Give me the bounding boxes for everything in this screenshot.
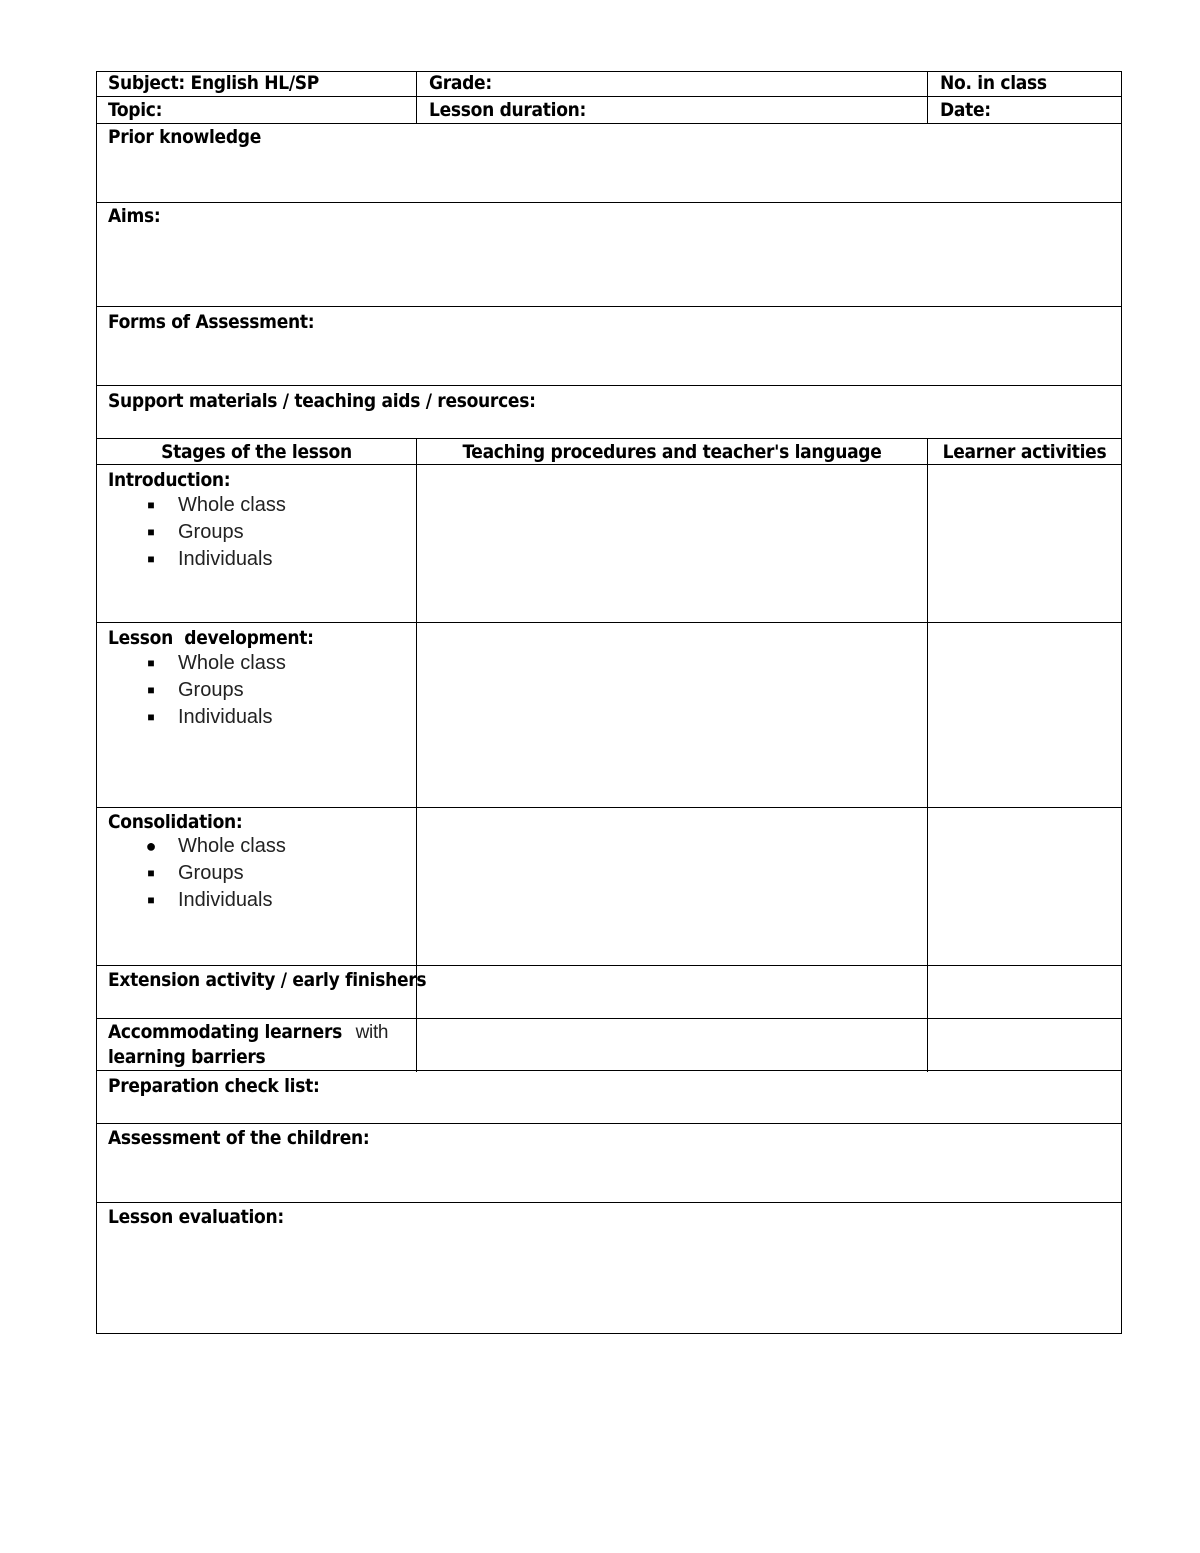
preparation-checklist-label: Preparation check list:	[108, 1075, 320, 1097]
lesson-evaluation-label: Lesson evaluation:	[108, 1206, 284, 1228]
column-rule	[927, 71, 928, 124]
list-item: ● Whole class	[108, 833, 286, 860]
bullet-icon: ■	[147, 552, 155, 566]
forms-of-assessment-label: Forms of Assessment:	[108, 311, 315, 333]
accommodating-label-rest: with	[355, 1022, 389, 1043]
introduction-label: Introduction:	[108, 469, 231, 491]
rule	[96, 438, 1122, 439]
introduction-list	[108, 492, 286, 573]
list-item: ■ Whole class	[108, 650, 286, 677]
extension-activity-label: Extension activity / early finishers	[108, 969, 427, 991]
aims-label: Aims:	[108, 205, 161, 227]
lesson-duration-label: Lesson duration:	[429, 99, 587, 121]
rule	[96, 1123, 1122, 1124]
rule	[96, 306, 1122, 307]
column-rule	[927, 438, 928, 1072]
bullet-icon: ●	[145, 836, 157, 856]
bullet-icon: ■	[147, 683, 155, 697]
subject-label: Subject: English HL/SP	[108, 72, 320, 94]
list-item: ■ Groups	[108, 860, 286, 887]
bullet-icon: ■	[147, 656, 155, 670]
rule	[96, 1202, 1122, 1203]
support-materials-label: Support materials / teaching aids / resources:	[108, 390, 536, 412]
column-header-stages: Stages of the lesson	[161, 441, 352, 463]
bullet-icon: ■	[147, 866, 155, 880]
accommodating-label: Accommodating learners with	[108, 1021, 389, 1043]
rule	[96, 1018, 1122, 1019]
no-in-class-label: No. in class	[940, 72, 1047, 94]
rule	[96, 202, 1122, 203]
column-rule	[416, 71, 417, 124]
topic-label: Topic:	[108, 99, 163, 121]
bullet-icon: ■	[147, 525, 155, 539]
list-item: ■ Individuals	[108, 704, 286, 731]
rule	[96, 807, 1122, 808]
list-item: ■ Individuals	[108, 887, 286, 914]
rule	[96, 622, 1122, 623]
rule	[96, 96, 1122, 97]
column-header-learner: Learner activities	[942, 441, 1107, 463]
assessment-of-children-label: Assessment of the children:	[108, 1127, 370, 1149]
rule	[96, 123, 1122, 124]
lesson-development-list	[108, 650, 286, 731]
column-header-teaching: Teaching procedures and teacher's language	[462, 441, 882, 463]
prior-knowledge-label: Prior knowledge	[108, 126, 262, 148]
lesson-development-label: Lesson development:	[108, 627, 314, 649]
consolidation-list	[108, 833, 286, 914]
date-label: Date:	[940, 99, 991, 121]
bullet-icon: ■	[147, 710, 155, 724]
list-item: ■ Individuals	[108, 546, 286, 573]
rule	[96, 1070, 1122, 1071]
list-item: ■ Groups	[108, 677, 286, 704]
list-item: ■ Groups	[108, 519, 286, 546]
rule	[96, 464, 1122, 465]
bullet-icon: ■	[147, 498, 155, 512]
accommodating-label-line2: learning barriers	[108, 1046, 266, 1068]
grade-label: Grade:	[429, 72, 492, 94]
consolidation-label: Consolidation:	[108, 811, 243, 833]
rule	[96, 965, 1122, 966]
list-item: ■ Whole class	[108, 492, 286, 519]
bullet-icon: ■	[147, 893, 155, 907]
rule	[96, 385, 1122, 386]
